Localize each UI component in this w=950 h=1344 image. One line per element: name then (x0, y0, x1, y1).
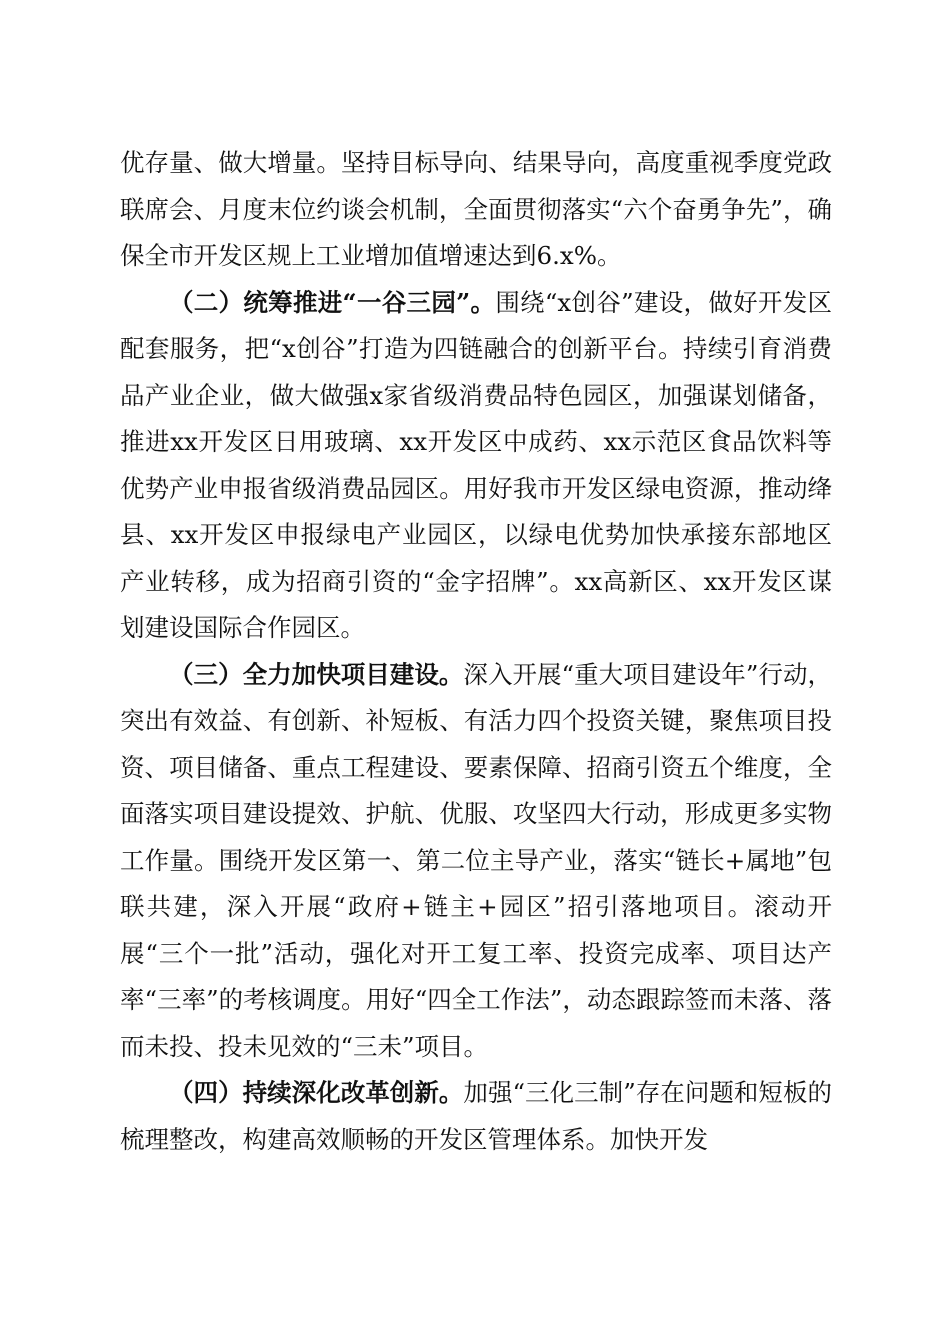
paragraph-continuation (120, 140, 832, 280)
paragraph-body: 优存量、做大增量。坚持目标导向、结果导向，高度重视季度党政联席会、月度末位约谈会机制，全面贯彻落实“六个奋勇争先”，确保全市开发区规上工业增加值增速达到6.x%。 (120, 148, 832, 270)
section-heading-3: （三）全力加快项目建设。 (169, 659, 464, 689)
section-heading-4: （四）持续深化改革创新。 (169, 1078, 464, 1107)
paragraph-section-2 (120, 280, 832, 652)
paragraph-body: 围绕“x创谷”建设，做好开发区配套服务，把“x创谷”打造为四链融合的创新平台。持续引育消费品产业企业，做大做强x家省级消费品特色园区，加强谋划储备，推进xx开发区日用玻璃、xx开发区中成药、xx示范区食品饮料等优势产业申报省级消费品园区。用好我市开发区绿电资源，推动绛县、xx开发区申报绿电产业园区，以绿电优势加快承接东部地区产业转移，成为招商引资的“金字招牌”。xx高新区、xx开发区谋划建设国际合作园区。 (120, 287, 833, 642)
paragraph-section-3 (120, 652, 832, 1071)
document-body (120, 140, 832, 1163)
paragraph-body: 加强“三化三制”存在问题和短板的梳理整改，构建高效顺畅的开发区管理体系。加快开发 (120, 1078, 832, 1154)
section-heading-2: （二）统筹推进“一谷三园”。 (169, 287, 496, 317)
paragraph-section-4 (120, 1070, 832, 1163)
paragraph-body: 深入开展“重大项目建设年”行动，突出有效益、有创新、补短板、有活力四个投资关键，聚焦项目投资、项目储备、重点工程建设、要素保障、招商引资五个维度，全面落实项目建设提效、护航、优服、攻坚四大行动，形成更多实物工作量。围绕开发区第一、第二位主导产业，落实“链长+属地”包联共建，深入开展“政府+链主+园区”招引落地项目。滚动开展“三个一批”活动，强化对开工复工率、投资完成率、项目达产率“三率”的考核调度。用好“四全工作法”，动态跟踪签而未落、落而未投、投未见效的“三未”项目。 (120, 659, 832, 1061)
